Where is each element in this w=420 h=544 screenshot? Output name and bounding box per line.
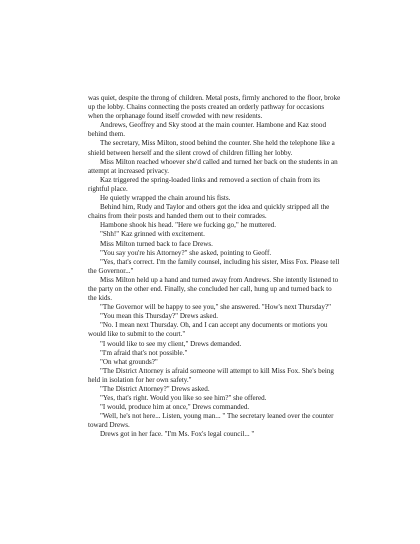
paragraph: Drews got in her face. "I'm Ms. Fox's legal council... "	[100, 430, 255, 439]
paragraph: "The Governor will be happy to see you," she answered. "How's next Thursday?"	[100, 303, 332, 312]
paragraph: "No. I mean next Thursday. Oh, and I can accept any documents or motions you would like to submit to the court."	[88, 321, 328, 339]
paragraph: was quiet, despite the throng of children. Metal posts, firmly anchored to the floor, broke up the lobby. Chains connecting the posts created an orderly pathway for occasions when the orphanage found itself crowded with new residents.	[88, 94, 341, 121]
paragraph: Kaz triggered the spring-loaded links and removed a section of chain from its rightful place.	[88, 175, 320, 193]
paragraph: Behind him, Rudy and Taylor and others got the idea and quickly stripped all the chains from their posts and handed them out to their comrades.	[88, 203, 330, 221]
paragraph: "I'm afraid that's not possible."	[100, 348, 188, 357]
paragraph: "Yes, that's correct. I'm the family counsel, including his sister, Miss Fox. Please tell the Governor..."	[88, 257, 340, 275]
paragraph: "Well, he's not here... Listen, young man... " The secretary leaned over the counter toward Drews.	[88, 412, 334, 430]
paragraph: "The District Attorney is afraid someone will attempt to kill Miss Fox. She's being held in isolation for her own safety."	[88, 366, 334, 384]
paragraph: "I would like to see my client," Drews demanded.	[100, 339, 242, 348]
paragraph: "You mean this Thursday?" Drews asked.	[100, 312, 219, 321]
paragraph: Miss Milton turned back to face Drews.	[100, 239, 213, 248]
page-text	[88, 94, 341, 440]
paragraph: The secretary, Miss Milton, stood behind the counter. She held the telephone like a shield between herself and the silent crowd of children filling her lobby.	[88, 139, 335, 157]
paragraph: Hambone shook his head. "Here we fucking go," he muttered.	[100, 221, 276, 230]
paragraph: "I would, produce him at once," Drews commanded.	[100, 403, 250, 412]
paragraph: Andrews, Geoffrey and Sky stood at the main counter. Hambone and Kaz stood behind them.	[88, 121, 327, 139]
paragraph: "The District Attorney?" Drews asked.	[100, 385, 210, 393]
paragraph: Miss Milton reached whoever she'd called and turned her back on the students in an attempt at increased privacy.	[88, 157, 338, 175]
paragraph: "Yes, that's right. Would you like so see him?" she offered.	[100, 394, 267, 403]
paragraph: Miss Milton held up a hand and turned away from Andrews. She intently listened to the party on the other end. Finally, she concluded her call, hung up and turned back to the kids.	[88, 275, 339, 303]
paragraph: "Shh!" Kaz grinned with excitement.	[100, 230, 205, 239]
paragraph: "You say you're his Attorney?" she asked, pointing to Geoff.	[100, 248, 272, 257]
paragraph: "On what grounds?"	[100, 357, 158, 366]
paragraph: He quietly wrapped the chain around his fists.	[100, 194, 231, 203]
